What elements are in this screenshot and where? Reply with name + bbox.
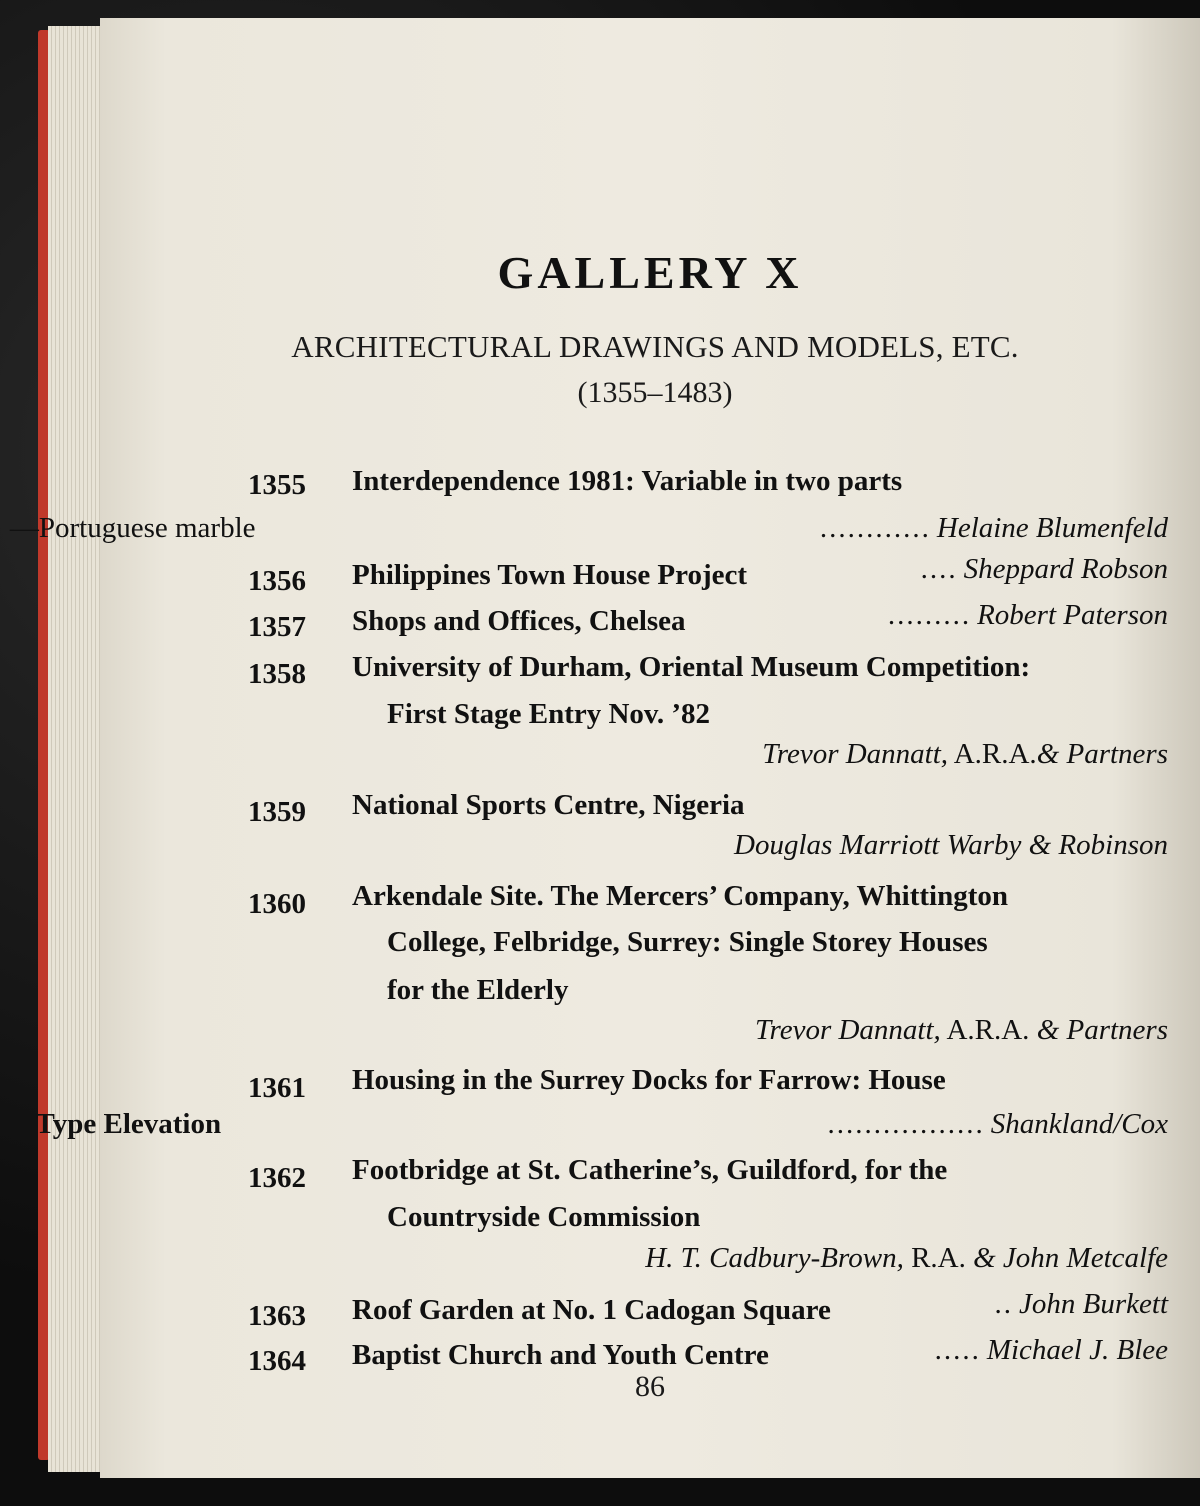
entry-author-row [886, 599, 1168, 632]
entry-author: Trevor Dannatt, [754, 1014, 941, 1046]
dot-leader: .... [920, 553, 958, 585]
entry-number: 1362 [248, 1162, 306, 1194]
dot-leader: ............ [819, 512, 931, 544]
section-subtitle: ARCHITECTURAL DRAWINGS AND MODELS, ETC. [291, 329, 1019, 364]
entry-author: John Burkett [1019, 1288, 1168, 1320]
entry-title: Shops and Offices, Chelsea [352, 605, 686, 637]
entry-author: Robert Paterson [977, 599, 1168, 631]
dot-leader: ......... [887, 599, 972, 631]
dot-leader: ................. [827, 1108, 985, 1140]
entry-author-row [933, 1334, 1168, 1367]
entry-title: Footbridge at St. Catherine’s, Guildford, for the [352, 1154, 948, 1186]
entry-number: 1358 [248, 658, 306, 690]
entry-number: 1364 [248, 1345, 306, 1377]
catalogue-range: (1355–1483) [577, 376, 733, 409]
entry-title: Interdependence 1981: Variable in two parts [352, 465, 903, 497]
entry-number: 1359 [248, 796, 306, 828]
entry-author-row [919, 553, 1168, 586]
entry-number: 1363 [248, 1300, 306, 1332]
entry-detail: —Portuguese marble [9, 512, 256, 544]
entry-title: Roof Garden at No. 1 Cadogan Square [352, 1294, 831, 1326]
entry-author-line [755, 1014, 1168, 1047]
book-page [9, 18, 1200, 1478]
entry-number: 1361 [248, 1072, 306, 1104]
entry-author: Michael J. Blee [986, 1334, 1168, 1366]
entry-title: Philippines Town House Project [352, 559, 748, 591]
entry-author: Shankland/Cox [990, 1108, 1168, 1140]
entry-author: Sheppard Robson [963, 553, 1168, 585]
entry-detail-row [35, 1108, 1168, 1141]
entry-author-row [993, 1288, 1168, 1321]
entry-number: 1357 [248, 611, 306, 643]
entry-author: Helaine Blumenfeld [936, 512, 1168, 544]
entry-title-continued: Type Elevation [35, 1108, 222, 1140]
entry-title-continued: for the Elderly [387, 974, 569, 1006]
entry-author-suffix: & Partners [1036, 738, 1168, 770]
entry-title-continued: College, Felbridge, Surrey: Single Storey Houses [387, 926, 988, 958]
entry-author-line [762, 738, 1168, 771]
entry-title: Housing in the Surrey Docks for Farrow: House [352, 1064, 946, 1096]
entry-author-title: A.R.A. [946, 1014, 1030, 1046]
entry-title: University of Durham, Oriental Museum Competition: [352, 651, 1031, 683]
entry-number: 1360 [248, 888, 306, 920]
entry-author-title: R.A. [911, 1242, 966, 1274]
page-title: GALLERY X [497, 247, 803, 298]
entry-author-title: A.R.A. [953, 738, 1037, 770]
page-number: 86 [635, 1370, 665, 1403]
entry-author: Trevor Dannatt, [762, 738, 949, 770]
entry-author-suffix: & John Metcalfe [973, 1242, 1168, 1274]
entry-title: National Sports Centre, Nigeria [352, 789, 745, 821]
entry-author: H. T. Cadbury-Brown, [645, 1242, 904, 1274]
entry-title: Baptist Church and Youth Centre [352, 1339, 769, 1371]
entry-number: 1356 [248, 565, 306, 597]
entry-author-line [734, 829, 1168, 862]
entry-detail-row [9, 512, 1168, 545]
page-stack-edges [48, 26, 108, 1472]
entry-author: Douglas Marriott Warby & Robinson [734, 829, 1168, 861]
entry-title-continued: First Stage Entry Nov. ’82 [387, 698, 710, 730]
dot-leader: .. [994, 1288, 1014, 1320]
entry-author-line [645, 1242, 1168, 1275]
entry-author-suffix: & Partners [1036, 1014, 1168, 1046]
entry-number: 1355 [248, 469, 306, 501]
dot-leader: ..... [934, 1334, 981, 1366]
entry-title: Arkendale Site. The Mercers’ Company, Whittington [352, 880, 1008, 912]
entry-title-continued: Countryside Commission [387, 1201, 701, 1233]
